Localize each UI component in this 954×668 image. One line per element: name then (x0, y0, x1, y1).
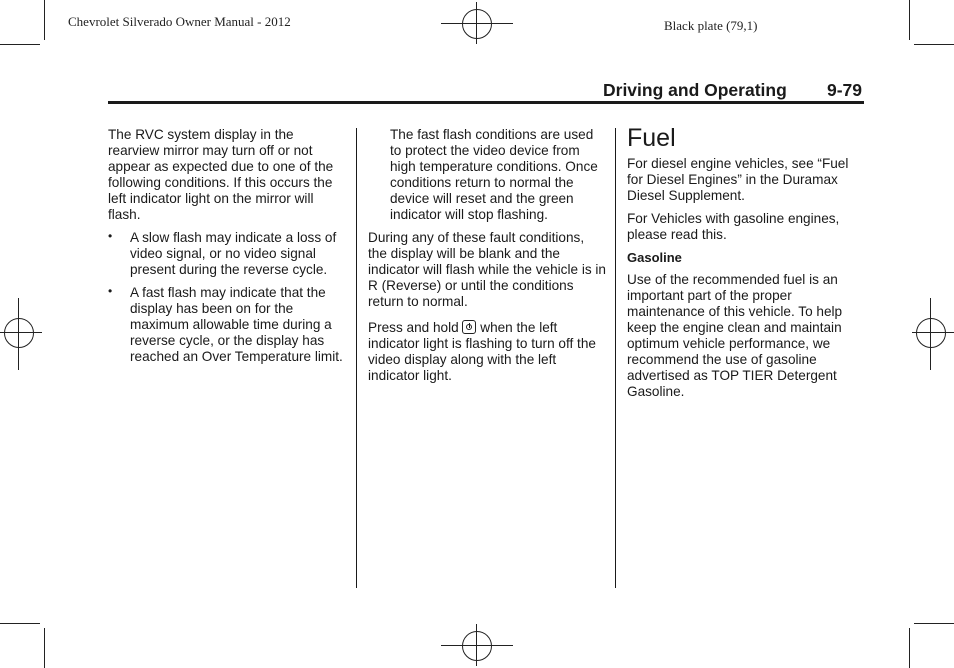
bullet-icon: • (108, 229, 113, 243)
section-title: Driving and Operating (603, 80, 787, 100)
rvc-intro-paragraph: The RVC system display in the rearview mirror may turn off or not appear as expected due to one of the following conditions. If this occurs the left indicator light on the mirror will flash. (108, 127, 334, 222)
gasoline-subheading: Gasoline (627, 250, 682, 265)
column-divider-1 (356, 128, 357, 588)
column-divider-2 (615, 128, 616, 588)
fault-paragraph: During any of these fault conditions, the display will be blank and the indicator will flash while the vehicle is in R (Reverse) or until the conditions return to normal. (368, 230, 606, 309)
column-3 (627, 124, 863, 407)
column-2 (368, 127, 606, 391)
bullet-text: A slow flash may indicate a loss of video signal, or no video signal present during the reverse cycle. (130, 230, 337, 277)
gasoline-paragraph: Use of the recommended fuel is an important part of the proper maintenance of this vehicle. To help keep the engine clean and maintain optimum vehicle performance, we recommend the use of gasoline advertised as TOP TIER Detergent Gasoline. (627, 272, 843, 399)
bullet-text: A fast flash may indicate that the display has been on for the maximum allowable time during a reverse cycle, or the display has reached an Over Temperature limit. (130, 285, 343, 364)
gasoline-intro-paragraph: For Vehicles with gasoline engines, please read this. (627, 211, 840, 242)
diesel-paragraph: For diesel engine vehicles, see “Fuel for Diesel Engines” in the Duramax Diesel Supplement. (627, 156, 849, 203)
bullet-icon: • (108, 284, 113, 298)
header-rule (108, 101, 864, 104)
power-button-icon (462, 320, 476, 334)
press-hold-paragraph: Press and hold when the left indicator light is flashing to turn off the video display along with the left indicator light. (368, 320, 596, 383)
continued-paragraph: The fast flash conditions are used to protect the video device from high temperature conditions. Once conditions return to normal the device will reset and the green indicator will stop flashing. (390, 127, 598, 222)
list-item (108, 230, 348, 278)
list-item (108, 285, 348, 365)
page-number: 9-79 (827, 80, 863, 100)
column-1 (108, 127, 348, 372)
slug-left: Chevrolet Silverado Owner Manual - 2012 (68, 14, 291, 29)
slug-right: Black plate (79,1) (664, 18, 758, 33)
fuel-heading: Fuel (627, 124, 676, 152)
